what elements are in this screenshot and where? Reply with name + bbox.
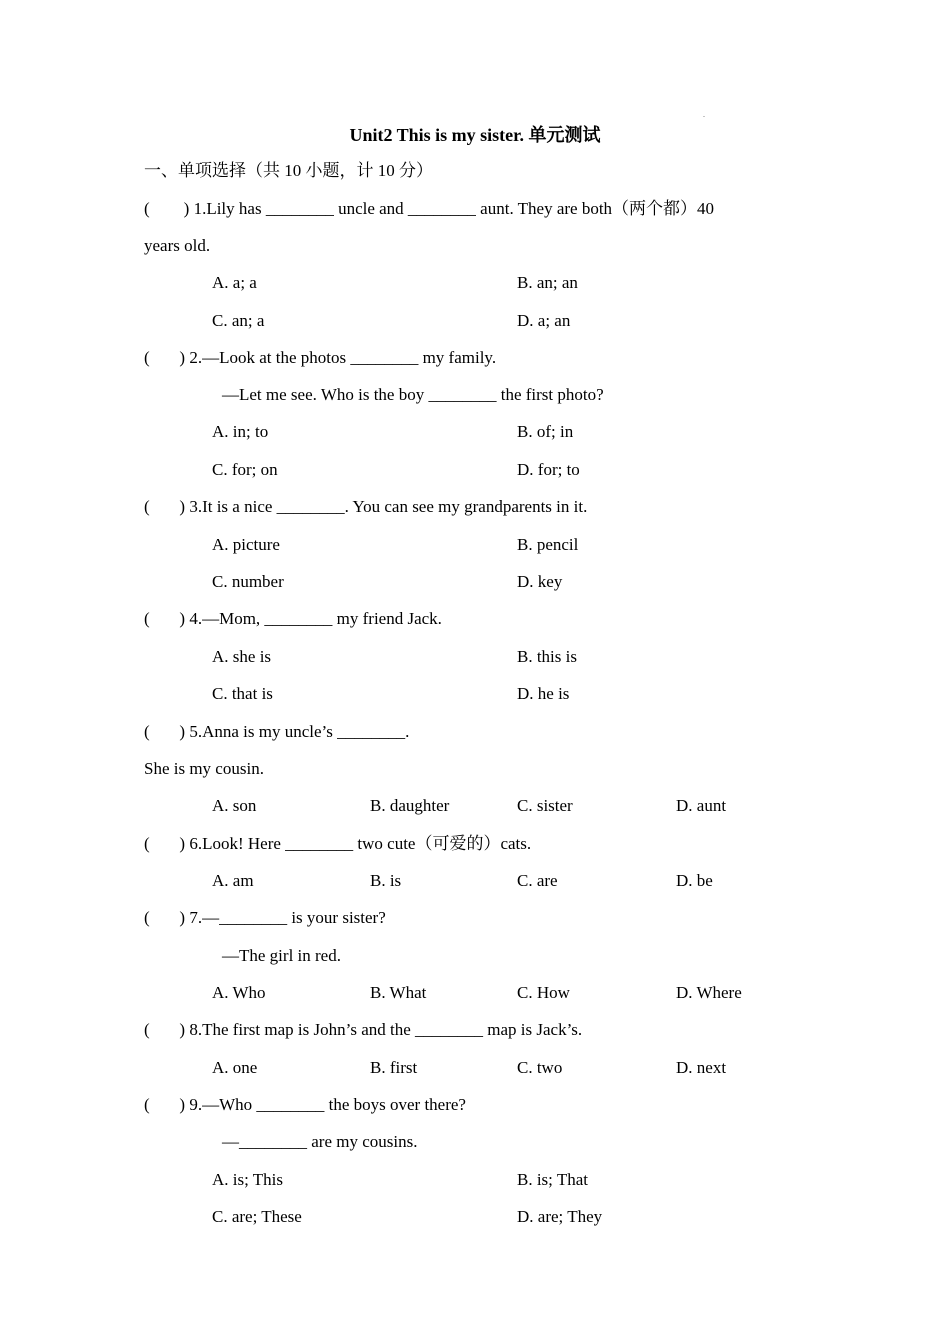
page-title: Unit2 This is my sister. 单元测试 bbox=[349, 125, 601, 145]
option-d: D. key bbox=[517, 572, 563, 591]
option-d: D. next bbox=[676, 1058, 727, 1077]
question-7-stem: ( ) 7.—________ is your sister? bbox=[144, 908, 386, 927]
option-d: D. be bbox=[676, 871, 713, 890]
option-b: B. this is bbox=[517, 647, 577, 666]
option-a: A. am bbox=[212, 871, 254, 890]
option-a: A. a; a bbox=[212, 273, 257, 292]
section-heading-text: 一、单项选择（共 10 小题，计 10 分） bbox=[144, 161, 433, 180]
option-b: B. an; an bbox=[517, 273, 578, 292]
question-4-options-row2 bbox=[0, 683, 950, 749]
question-4-stem: ( ) 4.—Mom, ________ my friend Jack. bbox=[144, 609, 442, 628]
question-1-stem: ( ) 1.Lily has ________ uncle and ________ aunt. They are both（两个都）40 bbox=[144, 199, 715, 218]
option-b: B. pencil bbox=[517, 535, 579, 554]
option-a: A. Who bbox=[212, 983, 266, 1002]
option-c: C. that is bbox=[212, 684, 273, 703]
option-d: D. are; They bbox=[517, 1207, 603, 1226]
option-d: D. aunt bbox=[676, 796, 727, 815]
question-6-stem: ( ) 6.Look! Here ________ two cute（可爱的）cats. bbox=[144, 834, 532, 853]
question-8-stem: ( ) 8.The first map is John’s and the ________ map is Jack’s. bbox=[144, 1020, 583, 1039]
option-b: B. of; in bbox=[517, 422, 574, 441]
option-a: A. is; This bbox=[212, 1170, 284, 1189]
question-1-cont: years old. bbox=[144, 236, 211, 255]
option-b: B. daughter bbox=[370, 796, 450, 815]
option-d: D. Where bbox=[676, 983, 742, 1002]
option-d: D. he is bbox=[517, 684, 570, 703]
option-a: A. one bbox=[212, 1058, 258, 1077]
option-b: B. is; That bbox=[517, 1170, 588, 1189]
question-3-stem: ( ) 3.It is a nice ________. You can see my grandparents in it. bbox=[144, 497, 588, 516]
option-a: A. in; to bbox=[212, 422, 269, 441]
question-5-stem: ( ) 5.Anna is my uncle’s ________. bbox=[144, 722, 410, 741]
option-c: C. for; on bbox=[212, 460, 278, 479]
question-8-options bbox=[0, 1057, 950, 1167]
option-a: A. she is bbox=[212, 647, 272, 666]
question-9-stem: ( ) 9.—Who ________ the boys over there? bbox=[144, 1095, 466, 1114]
question-9-options-row2 bbox=[0, 1206, 950, 1272]
question-2-stem: ( ) 2.—Look at the photos ________ my family. bbox=[144, 348, 497, 367]
stray-mark: . bbox=[703, 110, 705, 119]
question-3-options-row2 bbox=[0, 571, 950, 637]
question-9-cont: —________ are my cousins. bbox=[222, 1132, 418, 1151]
option-d: D. for; to bbox=[517, 460, 580, 479]
option-c: C. number bbox=[212, 572, 284, 591]
option-c: C. How bbox=[517, 983, 570, 1002]
option-c: C. are; These bbox=[212, 1207, 302, 1226]
question-2-cont: —Let me see. Who is the boy ________ the first photo? bbox=[222, 385, 604, 404]
option-d: D. a; an bbox=[517, 311, 571, 330]
question-5-cont: She is my cousin. bbox=[144, 759, 264, 778]
option-b: B. first bbox=[370, 1058, 418, 1077]
option-c: C. an; a bbox=[212, 311, 265, 330]
option-b: B. What bbox=[370, 983, 427, 1002]
option-c: C. two bbox=[517, 1058, 563, 1077]
option-b: B. is bbox=[370, 871, 402, 890]
option-c: C. sister bbox=[517, 796, 573, 815]
option-c: C. are bbox=[517, 871, 558, 890]
option-a: A. picture bbox=[212, 535, 280, 554]
question-6-options bbox=[0, 870, 950, 980]
question-7-cont: —The girl in red. bbox=[222, 946, 341, 965]
option-a: A. son bbox=[212, 796, 257, 815]
